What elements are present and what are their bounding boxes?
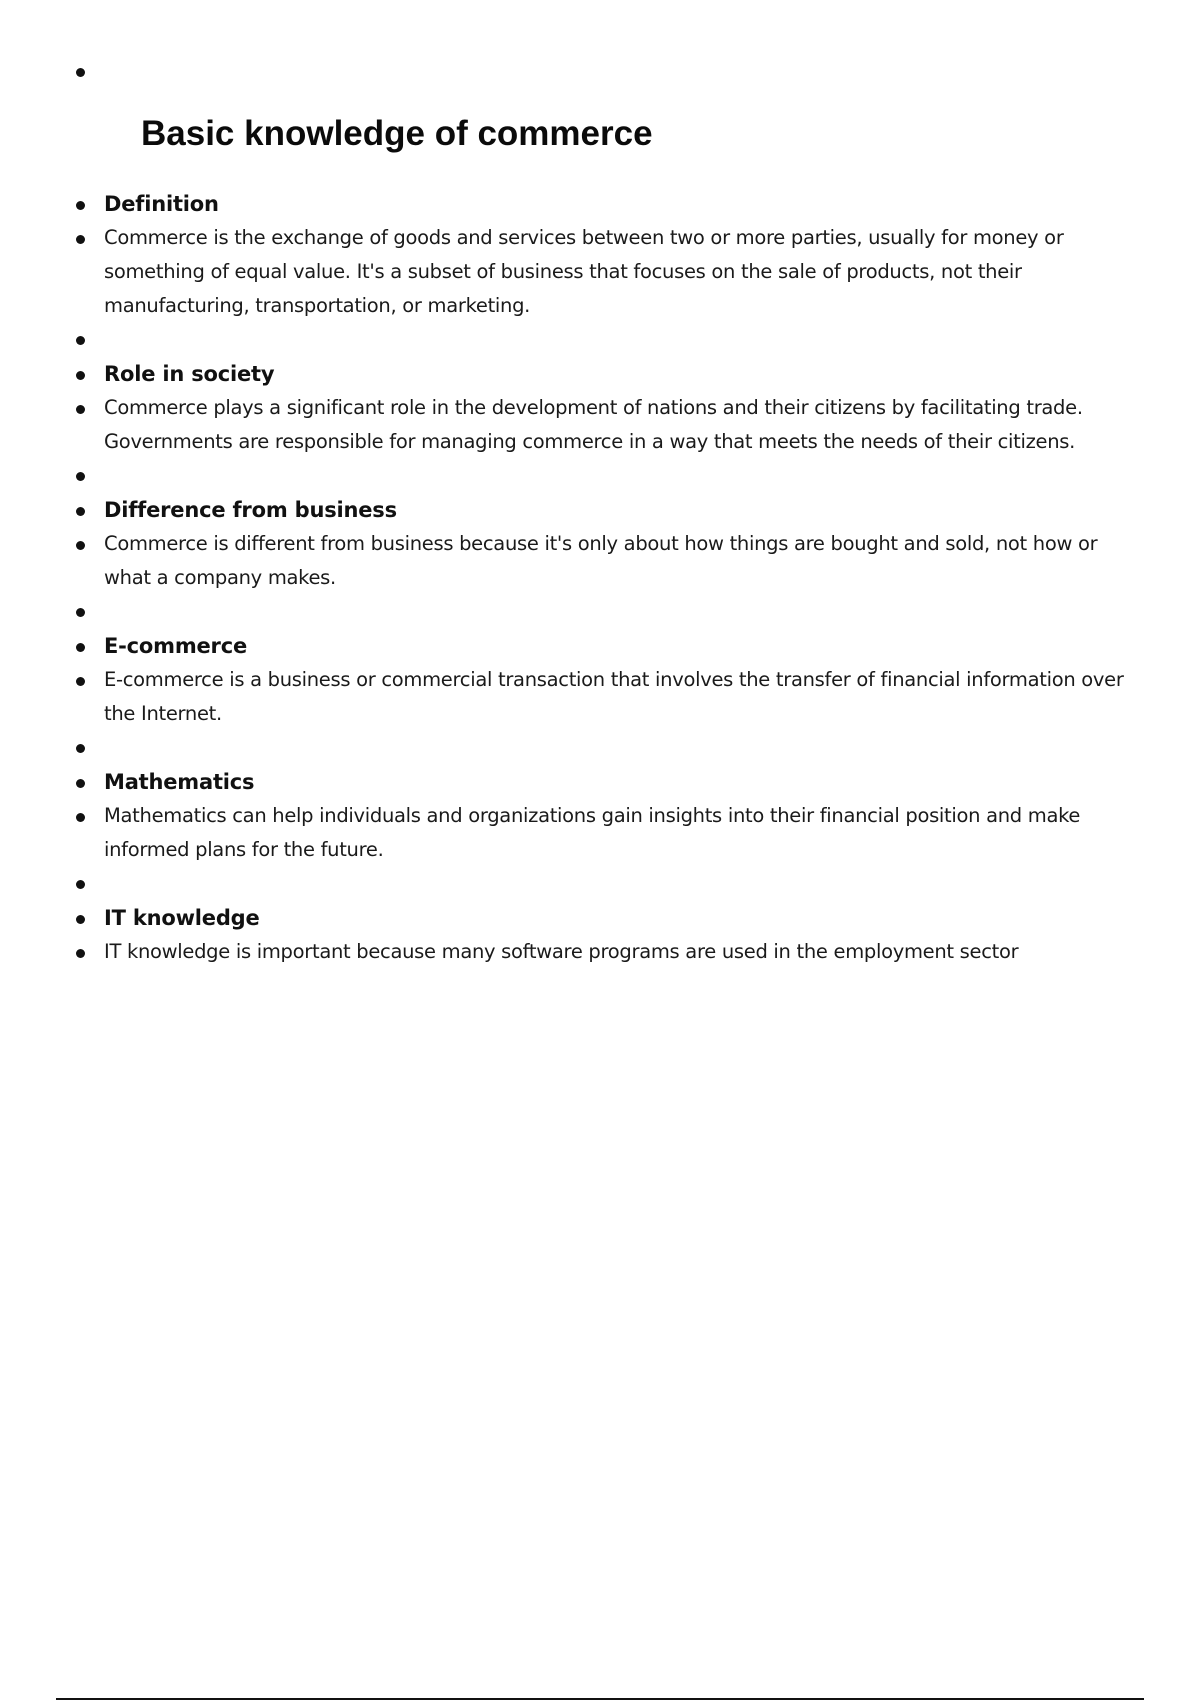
bullet-icon <box>76 813 85 822</box>
bullet-icon <box>76 779 85 788</box>
section-body <box>0 221 1200 323</box>
section-body <box>0 799 1200 867</box>
bullet-icon <box>76 541 85 550</box>
section-it-knowledge <box>0 901 1200 969</box>
bullet-icon <box>76 507 85 516</box>
bullet-icon <box>76 880 85 889</box>
bullet-icon <box>76 608 85 617</box>
section-heading <box>0 901 1200 935</box>
bullet-icon <box>76 235 85 244</box>
section-body <box>0 935 1200 969</box>
bullet-icon <box>76 915 85 924</box>
section-body-text: Mathematics can help individuals and organizations gain insights into their financial position and make informed plans for the future. <box>104 804 1081 861</box>
section-definition <box>0 187 1200 357</box>
bullet-icon <box>76 643 85 652</box>
section-heading-text: Definition <box>104 192 219 216</box>
bullet-icon <box>76 677 85 686</box>
section-e-commerce <box>0 629 1200 765</box>
section-heading-text: Role in society <box>104 362 275 386</box>
bullet-icon <box>76 68 85 77</box>
section-heading-text: Difference from business <box>104 498 397 522</box>
bullet-icon <box>76 949 85 958</box>
section-body <box>0 391 1200 459</box>
bullet-icon <box>76 336 85 345</box>
section-heading <box>0 629 1200 663</box>
section-body-text: IT knowledge is important because many software programs are used in the employment sector <box>104 940 1019 963</box>
section-difference-from-business <box>0 493 1200 629</box>
empty-bullet <box>0 459 1200 493</box>
bullet-icon <box>76 405 85 414</box>
section-heading-text: Mathematics <box>104 770 255 794</box>
bullet-icon <box>76 744 85 753</box>
section-mathematics <box>0 765 1200 901</box>
bullet-icon <box>76 472 85 481</box>
page-title: Basic knowledge of commerce <box>141 114 653 153</box>
empty-bullet <box>0 867 1200 901</box>
section-body-text: Commerce is the exchange of goods and services between two or more parties, usually for money or something of equal value. It's a subset of business that focuses on the sale of products, not their manufacturing, transportation, or marketing. <box>104 226 1064 317</box>
section-heading <box>0 357 1200 391</box>
section-role-in-society <box>0 357 1200 493</box>
bullet-icon <box>76 201 85 210</box>
bullet-list <box>0 187 1200 969</box>
section-heading-text: E-commerce <box>104 634 247 658</box>
section-body-text: E-commerce is a business or commercial transaction that involves the transfer of financial information over the Internet. <box>104 668 1124 725</box>
section-body <box>0 663 1200 731</box>
empty-bullet <box>0 731 1200 765</box>
bullet-icon <box>76 371 85 380</box>
empty-bullet <box>0 595 1200 629</box>
section-body-text: Commerce plays a significant role in the development of nations and their citizens by facilitating trade. Governments are responsible for managing commerce in a way that meets the needs of their citizens. <box>104 396 1083 453</box>
section-body <box>0 527 1200 595</box>
section-body-text: Commerce is different from business because it's only about how things are bought and sold, not how or what a company makes. <box>104 532 1098 589</box>
section-heading <box>0 765 1200 799</box>
empty-bullet <box>0 323 1200 357</box>
section-heading <box>0 493 1200 527</box>
section-heading <box>0 187 1200 221</box>
section-heading-text: IT knowledge <box>104 906 260 930</box>
